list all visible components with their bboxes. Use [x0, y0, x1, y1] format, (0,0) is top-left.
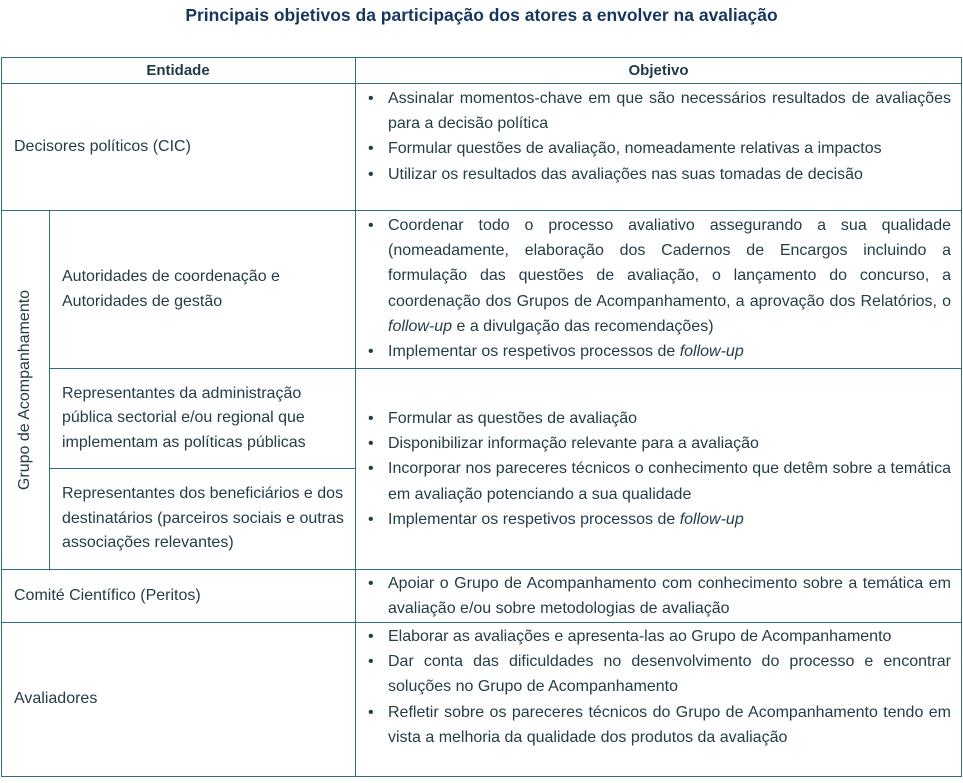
entity-representantes-benef — [50, 469, 355, 569]
text-italic: follow-up — [679, 510, 744, 528]
objectives-representantes — [356, 369, 961, 569]
group-label-text: Grupo de Acompanhamento — [16, 289, 34, 491]
table-border-bottom — [1, 776, 962, 777]
text-segment: e a divulgação das recomendações) — [452, 317, 714, 335]
list-item: • Elaborar as avaliações e apresenta-las ao Grupo de Acompanhamento — [356, 624, 961, 649]
list-item: • Formular as questões de avaliação — [356, 406, 961, 431]
page-title: Principais objetivos da participação dos atores a envolver na avaliação — [185, 5, 778, 25]
list-item: • Assinalar momentos-chave em que são necessários resultados de avaliações para a decisão política — [356, 86, 961, 136]
list-item: • Dar conta das dificuldades no desenvolvimento do processo e encontrar soluções no Grupo de Acompanhamento — [356, 649, 961, 699]
text-segment: Coordenar todo o processo avaliativo assegurando a sua qualidade (nomeadamente, elaboração dos Cadernos de Encargos incluindo a formulação das questões de avaliação, o lançamento do concurso, a coordenação dos Grupos de Acompanhamento, a aprovação dos Relatórios, o — [388, 217, 951, 310]
list-item — [356, 507, 961, 532]
list-item — [356, 213, 961, 339]
list-item: • Incorporar nos pareceres técnicos o conhecimento que detêm sobre a temática em avaliação potenciando a sua qualidade — [356, 456, 961, 506]
objectives-avaliadores — [356, 624, 961, 750]
entity-comite — [2, 570, 355, 622]
list-item: • Disponibilizar informação relevante para a avaliação — [356, 431, 961, 456]
table-border-right — [961, 57, 962, 777]
text-italic: follow-up — [388, 317, 453, 335]
entity-label: Representantes dos beneficiários e dos destinatários (parceiros sociais e outras associações relevantes) — [62, 485, 344, 552]
text-italic: follow-up — [679, 343, 744, 361]
entity-label: Decisores políticos (CIC) — [14, 137, 191, 155]
header-objetivo: Objetivo — [628, 62, 689, 79]
entity-representantes-admin — [50, 369, 355, 468]
header-entidade: Entidade — [146, 62, 210, 79]
entity-autoridades — [50, 211, 355, 368]
objectives-autoridades — [356, 213, 961, 364]
entity-avaliadores — [2, 623, 355, 776]
objectives-comite — [356, 571, 961, 621]
list-item: • Utilizar os resultados das avaliações nas suas tomadas de decisão — [356, 162, 961, 187]
entity-label: Avaliadores — [14, 690, 98, 708]
list-item: • Apoiar o Grupo de Acompanhamento com conhecimento sobre a temática em avaliação e/ou sobre metodologias de avaliação — [356, 571, 961, 621]
group-label — [2, 211, 49, 569]
list-item: • Refletir sobre os pareceres técnicos do Grupo de Acompanhamento tendo em vista a melhoria da qualidade dos produtos da avaliação — [356, 700, 961, 750]
entity-label: Autoridades de coordenação e Autoridades de gestão — [62, 268, 280, 310]
entity-label: Representantes da administração pública sectorial e/ou regional que implementam as políticas públicas — [62, 384, 306, 451]
text-segment: Implementar os respetivos processos de — [388, 510, 680, 528]
entity-label: Comité Científico (Peritos) — [14, 586, 201, 604]
entity-decisores — [2, 84, 355, 210]
objectives-table — [1, 57, 962, 777]
list-item: • Formular questões de avaliação, nomeadamente relativas a impactos — [356, 136, 961, 161]
objectives-decisores — [356, 86, 961, 187]
list-item — [356, 339, 961, 364]
text-segment: Implementar os respetivos processos de — [388, 343, 680, 361]
